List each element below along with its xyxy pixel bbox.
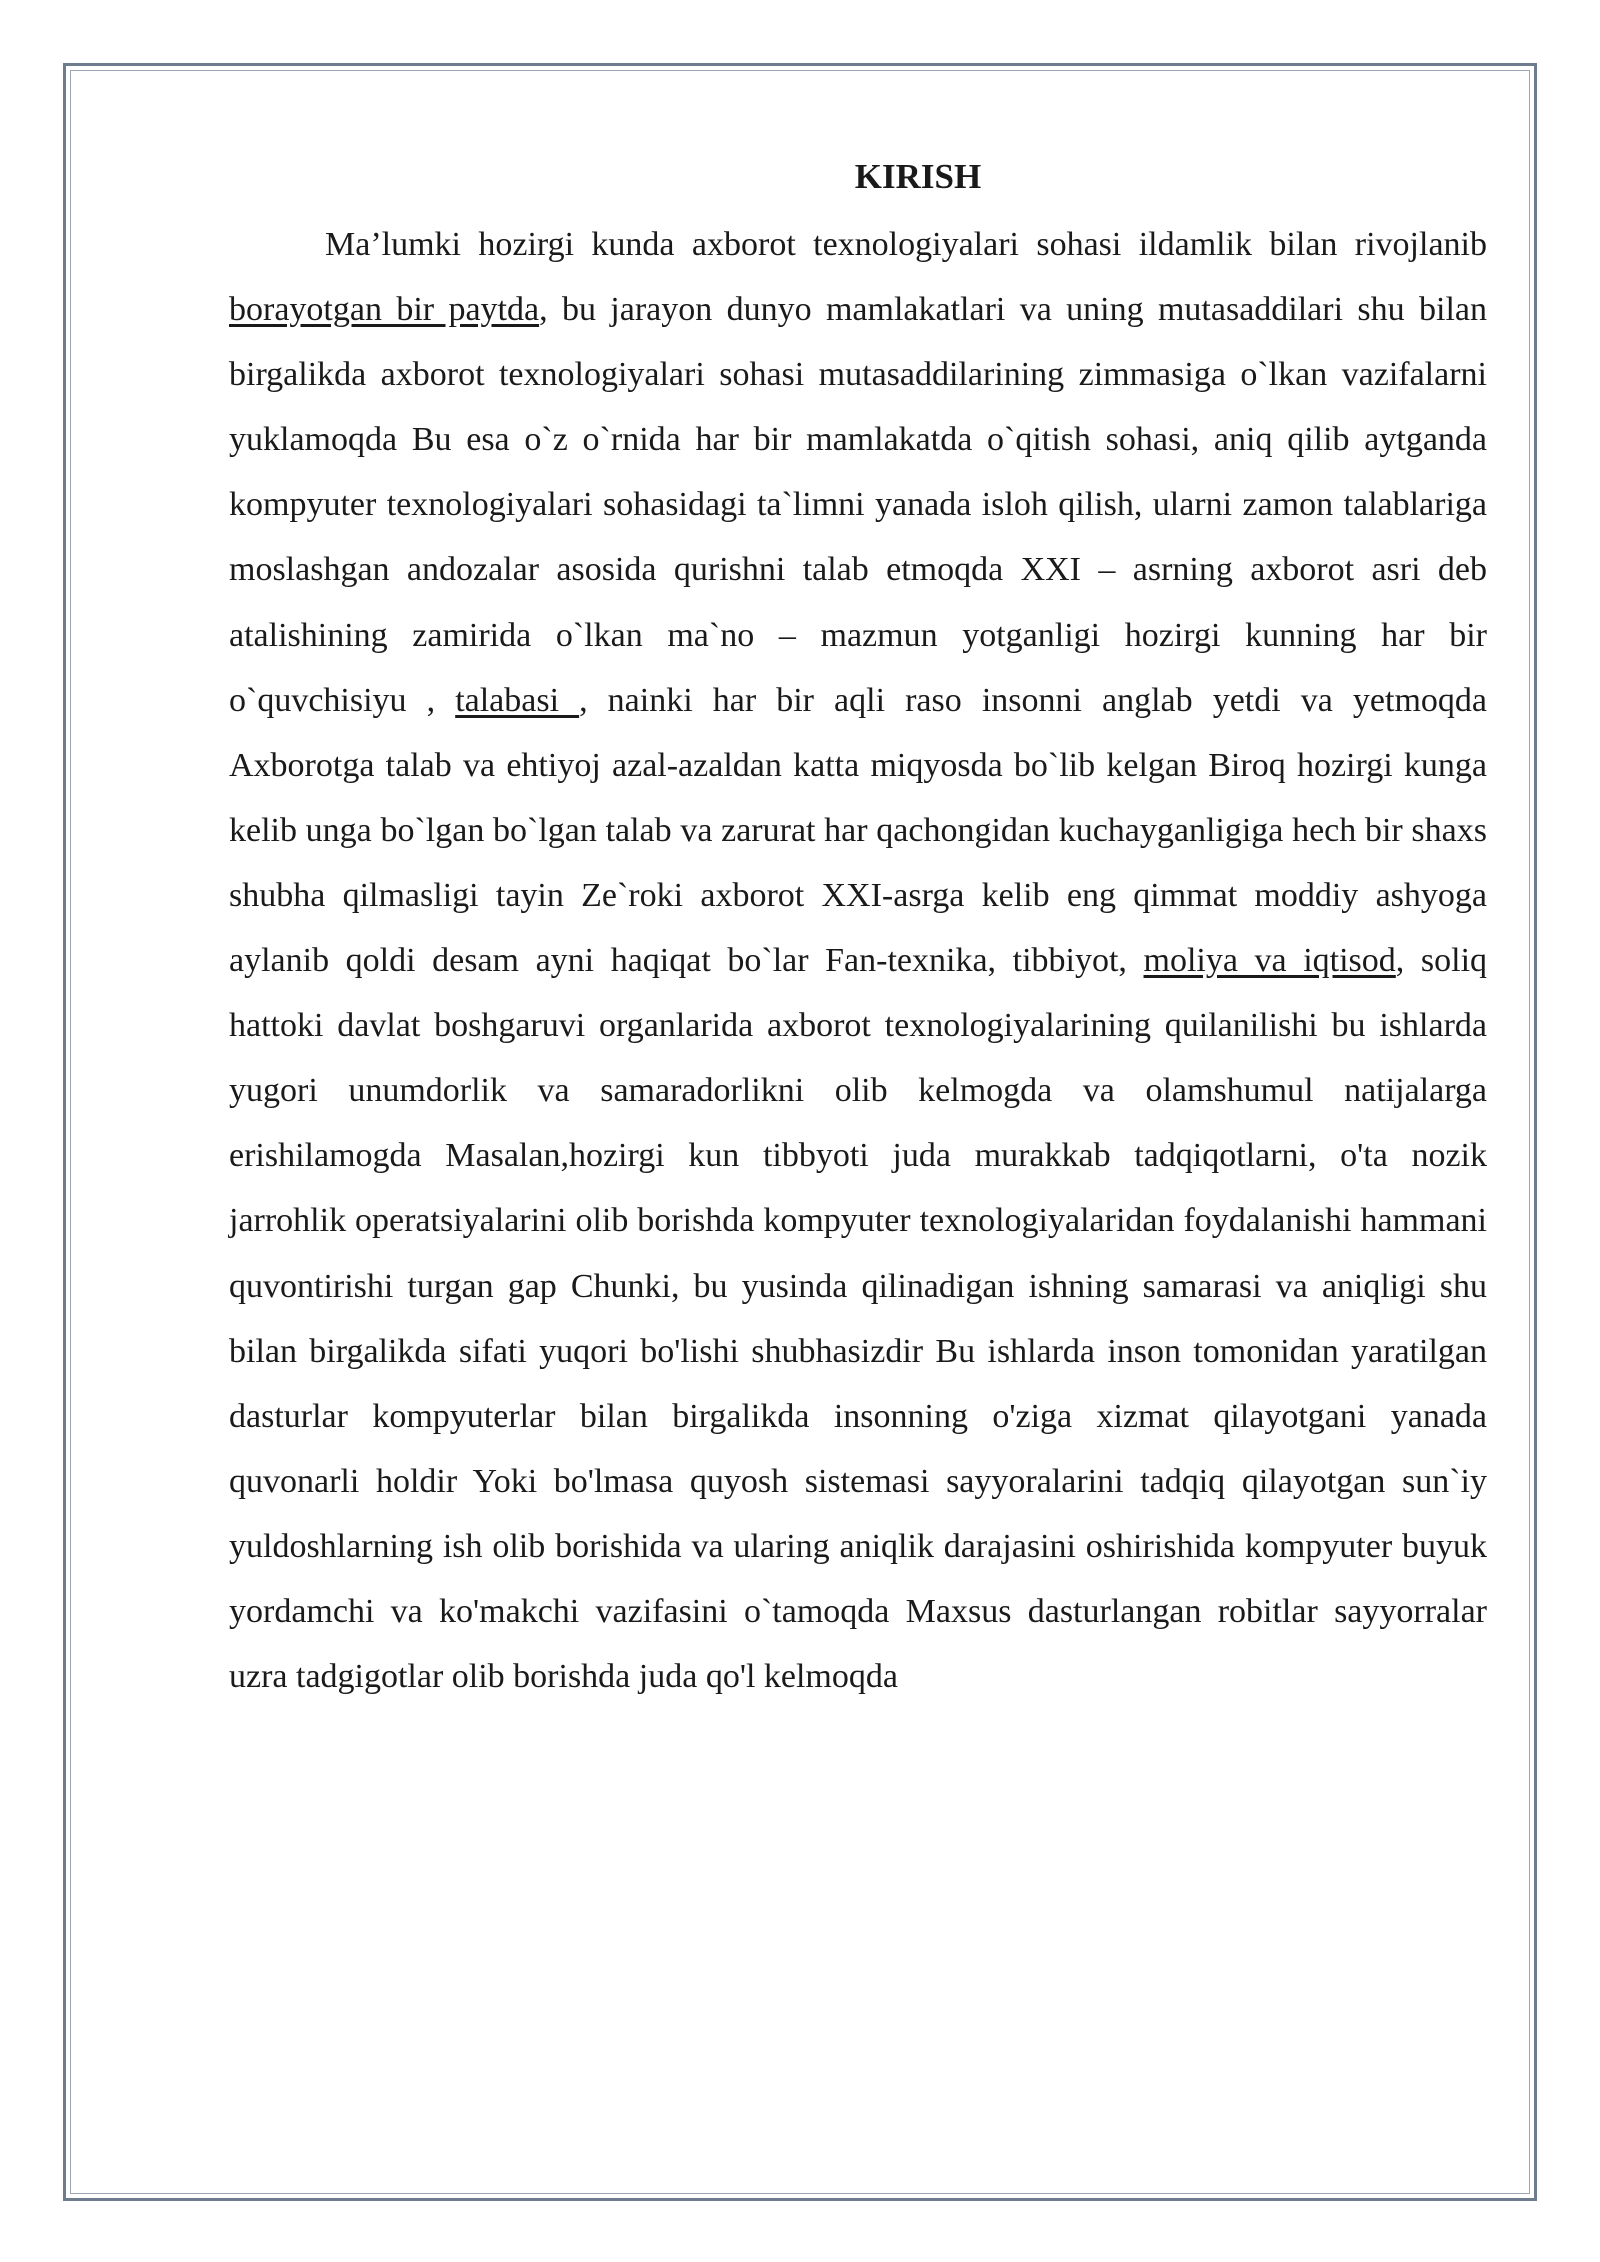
underlined-phrase-1: borayotgan bir paytda [229, 291, 540, 329]
paragraph-segment-1: Ma’lumki hozirgi kunda axborot texnologiyalari sohasi ildamlik bilan rivojlanib [325, 226, 1487, 263]
page-title: KIRISH [854, 157, 982, 196]
underlined-phrase-3: moliya va iqtisod [1143, 942, 1396, 980]
underlined-phrase-2: talabasi [455, 681, 580, 719]
paragraph-segment-2: , bu jarayon dunyo mamlakatlari va uning mutasaddilari shu bilan birgalikda axborot texnologiyalari sohasi mutasaddilarining zimmasiga o`lkan vazifalarni yuklamoqda Bu esa o`z o`rnida har bir mamlakatda o`qitish sohasi, aniq qilib aytganda kompyuter texnologiyalari sohasidagi ta`limni yanada isloh qilish, ularni zamon talablariga moslashgan andozalar asosida qurishni talab etmoqda XXI – asrning axborot asri deb atalishining zamirida o`lkan ma`no – mazmun yotganligi hozirgi kunning har bir o`quvchisiyu , [229, 291, 1487, 719]
paragraph-segment-3: , nainki har bir aqli raso insonni anglab yetdi va yetmoqda Axborotga talab va ehtiyoj azal-azaldan katta miqyosda bo`lib kelgan Biroq hozirgi kunga kelib unga bo`lgan bo`lgan talab va zarurat har qachongidan kuchayganligiga hech bir shaxs shubha qilmasligi tayin Ze`roki axborot XXI-asrga kelib eng qimmat moddiy ashyoga aylanib qoldi desam ayni haqiqat bo`lar Fan-texnika, tibbiyot, [229, 681, 1487, 980]
document-content [229, 148, 1487, 1709]
body-paragraph [229, 212, 1487, 1709]
paragraph-segment-4: , soliq hattoki davlat boshgaruvi organlarida axborot texnologiyalarining quilanilishi bu ishlarda yugori unumdorlik va samaradorlikni olib kelmogda va olamshumul natijalarga erishilamogda Masalan,hozirgi kun tibbyoti juda murakkab tadqiqotlarni, o'ta nozik jarrohlik operatsiyalarini olib borishda kompyuter texnologiyalaridan foydalanishi hammani quvontirishi turgan gap Chunki, bu yusinda qilinadigan ishning samarasi va aniqligi shu bilan birgalikda sifati yuqori bo'lishi shubhasizdir Bu ishlarda inson tomonidan yaratilgan dasturlar kompyuterlar bilan birgalikda insonning o'ziga xizmat qilayotgani yanada quvonarli holdir Yoki bo'lmasa quyosh sistemasi sayyoralarini tadqiq qilayotgan sun`iy yuldoshlarning ish olib borishida va ularing aniqlik darajasini oshirishida kompyuter buyuk yordamchi va ko'makchi vazifasini o`tamoqda Maxsus dasturlangan robitlar sayyorralar uzra tadgigotlar olib borishda juda qo'l kelmoqda [229, 942, 1488, 1696]
